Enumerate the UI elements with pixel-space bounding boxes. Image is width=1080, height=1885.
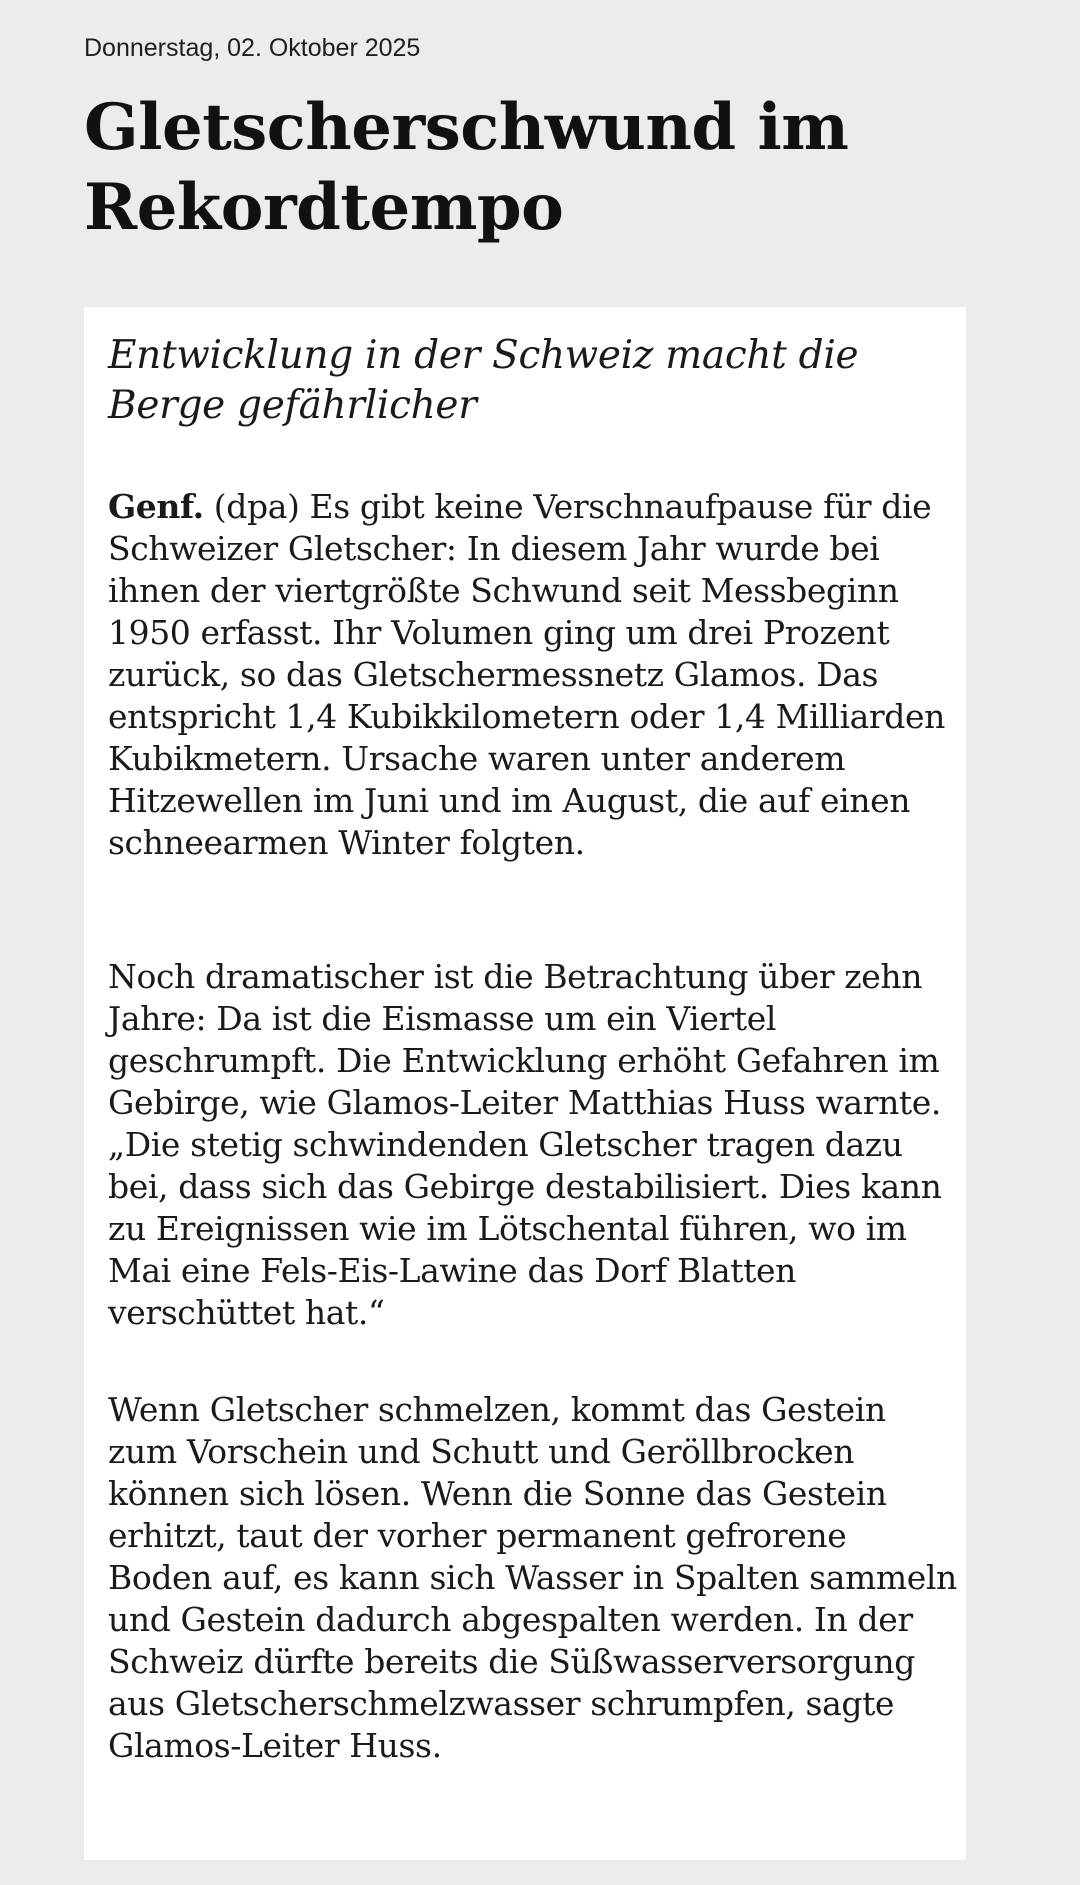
article-dateline: Genf.	[108, 487, 204, 526]
article-subtitle: Entwicklung in der Schweiz macht die Berge gefährlicher	[108, 333, 859, 428]
article-card	[84, 307, 966, 1860]
article-paragraph-3: Wenn Gletscher schmelzen, kommt das Gestein zum Vorschein und Schutt und Geröllbrocken können sich lösen. Wenn die Sonne das Gestein erhitzt, taut der vorher permanent gefrorene Boden auf, es kann sich Wasser in Spalten sammeln und Gestein dadurch abgespalten werden. In der Schweiz dürfte bereits die Süßwasserversorgung aus Gletscherschmelzwasser schrumpfen, sagte Glamos-Leiter Huss.	[108, 1390, 957, 1765]
article-paragraph-1-text: (dpa) Es gibt keine Verschnaufpause für die Schweizer Gletscher: In diesem Jahr wurde bei ihnen der viertgrößte Schwund seit Messbeginn 1950 erfasst. Ihr Volumen ging um drei Prozent zurück, so das Gletschermessnetz Glamos. Das entspricht 1,4 Kubikkilometern oder 1,4 Milliarden Kubikmetern. Ursache waren unter anderem Hitzewellen im Juni und im August, die auf einen schneearmen Winter folgten.	[108, 487, 945, 862]
article-paragraph-1	[108, 486, 958, 864]
article-headline: Gletscherschwund im Rekordtempo	[84, 90, 849, 245]
article-paragraph-2: Noch dramatischer ist die Betrachtung über zehn Jahre: Da ist die Eismasse um ein Viertel geschrumpft. Die Entwicklung erhöht Gefahren im Gebirge, wie Glamos-Leiter Matthias Huss warnte. „Die stetig schwindenden Gletscher tragen dazu bei, dass sich das Gebirge destabilisiert. Dies kann zu Ereignissen wie im Lötschental führen, wo im Mai eine Fels-Eis-Lawine das Dorf Blatten verschüttet hat.“	[108, 957, 942, 1332]
article-date: Donnerstag, 02. Oktober 2025	[84, 34, 421, 62]
